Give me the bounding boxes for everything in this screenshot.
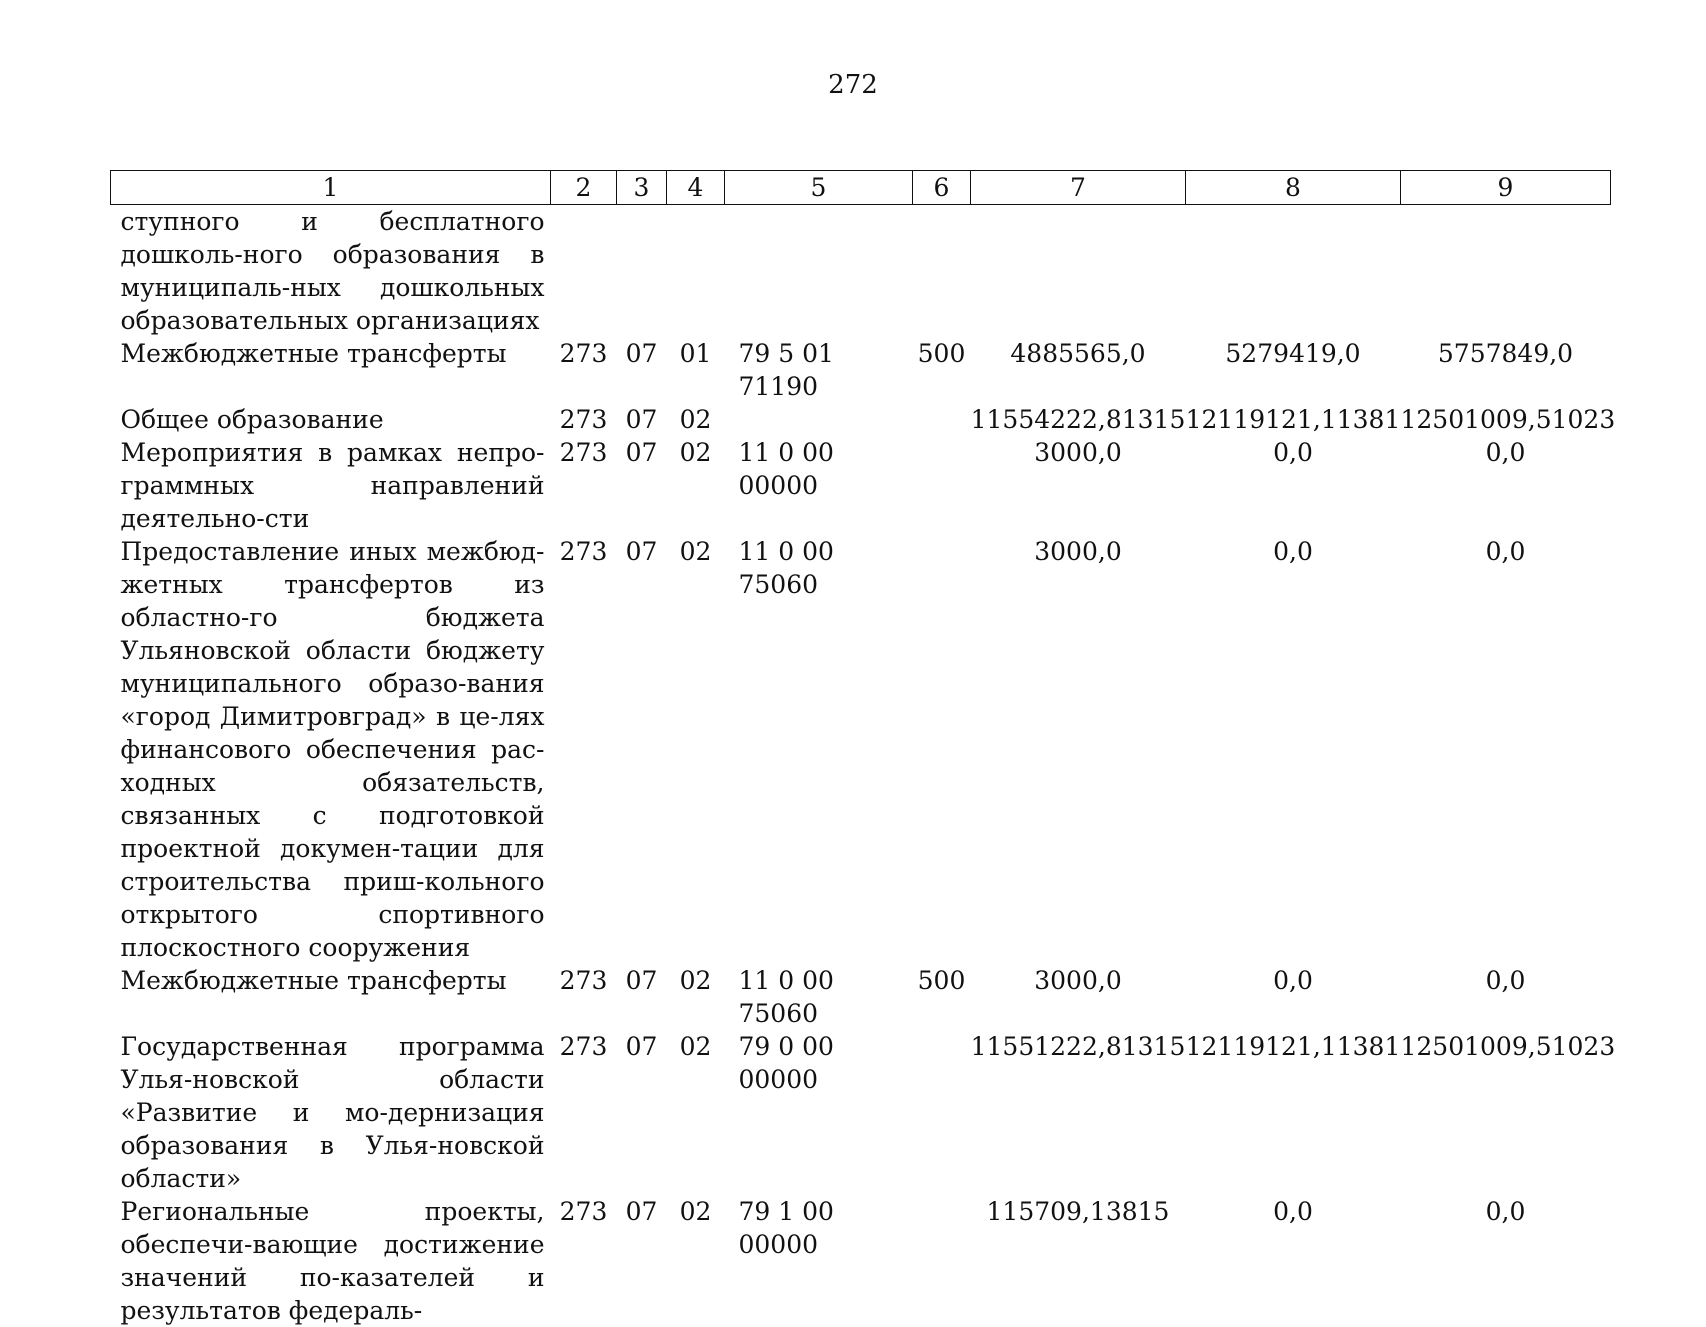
- cell-c9: 0,0: [1485, 537, 1526, 566]
- cell-c5: 11 0 00 75060: [738, 966, 834, 1028]
- cell-c8: 12119121,11381: [1185, 405, 1401, 434]
- cell-c6: 500: [917, 966, 966, 995]
- table-row: [111, 436, 1611, 535]
- cell-c7: 3000,0: [1034, 438, 1122, 467]
- cell-c7: [971, 205, 1186, 338]
- column-header-6: 6: [913, 171, 971, 205]
- cell-c5: 79 1 00 00000: [738, 1197, 834, 1259]
- cell-c6: [913, 1195, 971, 1327]
- row-name: Государственная программа Улья-новской области «Развитие и мо-дернизация образования в Улья-новской области»: [120, 1032, 545, 1193]
- cell-c8: [1186, 205, 1401, 338]
- column-header-5: 5: [725, 171, 913, 205]
- row-name: Мероприятия в рамках непро-граммных направлений деятельно-сти: [120, 438, 545, 533]
- cell-c3: 07: [625, 1197, 658, 1226]
- row-name: Межбюджетные трансферты: [120, 339, 507, 368]
- cell-c5: 11 0 00 00000: [738, 438, 834, 500]
- cell-c6: [913, 403, 971, 436]
- table-row: [111, 205, 1611, 338]
- cell-c4: 02: [679, 966, 712, 995]
- cell-c4: [667, 205, 725, 338]
- cell-c4: 02: [679, 1197, 712, 1226]
- cell-c3: 07: [625, 537, 658, 566]
- column-header-2: 2: [551, 171, 617, 205]
- cell-c9: 0,0: [1485, 966, 1526, 995]
- column-header-4: 4: [667, 171, 725, 205]
- cell-c8: 0,0: [1273, 1197, 1313, 1226]
- cell-c3: 07: [625, 438, 658, 467]
- cell-c6: [913, 535, 971, 964]
- cell-c9: 12501009,51023: [1400, 405, 1616, 434]
- row-name: Предоставление иных межбюд-жетных трансфертов из областно-го бюджета Ульяновской области бюджету муниципального образо-вания «город Димитровград» в це-лях финансового обеспечения рас-ходных обязательств, связанных с подготовкой проектной докумен-тации для строительства приш-кольного открытого спортивного плоскостного сооружения: [120, 537, 545, 962]
- cell-c2: [551, 205, 617, 338]
- cell-c7: 3000,0: [1034, 966, 1122, 995]
- table-row: [111, 964, 1611, 1030]
- cell-c4: 02: [679, 405, 712, 434]
- cell-c7: 11551222,81315: [970, 1032, 1186, 1061]
- cell-c7: 3000,0: [1034, 537, 1122, 566]
- row-name: Межбюджетные трансферты: [120, 966, 507, 995]
- cell-c3: 07: [625, 405, 658, 434]
- cell-c9: 5757849,0: [1437, 339, 1574, 368]
- cell-c8: 0,0: [1273, 438, 1313, 467]
- cell-c3: 07: [625, 1032, 658, 1061]
- table-row: [111, 1195, 1611, 1327]
- cell-c5: [725, 403, 913, 436]
- row-name: ступного и бесплатного дошколь-ного образования в муниципаль-ных дошкольных образовательных организациях: [120, 207, 545, 335]
- cell-c6: [913, 436, 971, 535]
- cell-c8: 0,0: [1273, 966, 1313, 995]
- cell-c3: [617, 205, 667, 338]
- cell-c4: 02: [679, 438, 712, 467]
- row-name: Региональные проекты, обеспечи-вающие достижение значений по-казателей и результатов федераль-: [120, 1197, 545, 1325]
- column-header-7: 7: [971, 171, 1186, 205]
- cell-c5: 79 5 01 71190: [738, 339, 834, 401]
- column-header-1: 1: [111, 171, 551, 205]
- cell-c8: 0,0: [1273, 537, 1313, 566]
- cell-c8: 5279419,0: [1225, 339, 1361, 368]
- cell-c5: 79 0 00 00000: [738, 1032, 834, 1094]
- cell-c6: [913, 1030, 971, 1195]
- column-header-3: 3: [617, 171, 667, 205]
- cell-c2: 273: [559, 537, 608, 566]
- cell-c9: 0,0: [1485, 1197, 1526, 1226]
- cell-c2: 273: [559, 438, 608, 467]
- cell-c5: 11 0 00 75060: [738, 537, 834, 599]
- table-row: [111, 535, 1611, 964]
- budget-table: [110, 170, 1616, 1327]
- table-row: [111, 337, 1611, 403]
- cell-c5: [725, 205, 913, 338]
- cell-c4: 01: [679, 339, 712, 368]
- cell-c4: 02: [679, 537, 712, 566]
- cell-c7: 4885565,0: [1010, 339, 1146, 368]
- table-row: [111, 1030, 1611, 1195]
- row-name: Общее образование: [120, 405, 384, 434]
- cell-c8: 12119121,11381: [1185, 1032, 1401, 1061]
- cell-c9: 0,0: [1485, 438, 1526, 467]
- cell-c4: 02: [679, 1032, 712, 1061]
- cell-c2: 273: [559, 1032, 608, 1061]
- cell-c6: [913, 205, 971, 338]
- cell-c3: 07: [625, 966, 658, 995]
- cell-c9: 12501009,51023: [1400, 1032, 1616, 1061]
- page-number: 272: [828, 70, 878, 100]
- cell-c6: 500: [917, 339, 966, 368]
- cell-c2: 273: [559, 1197, 608, 1226]
- table-row: [111, 403, 1611, 436]
- cell-c7: 115709,13815: [986, 1197, 1170, 1226]
- table-header-row: [111, 171, 1611, 205]
- cell-c7: 11554222,81315: [970, 405, 1186, 434]
- cell-c2: 273: [559, 966, 608, 995]
- cell-c2: 273: [559, 405, 608, 434]
- column-header-9: 9: [1401, 171, 1611, 205]
- cell-c2: 273: [559, 339, 608, 368]
- column-header-8: 8: [1186, 171, 1401, 205]
- cell-c3: 07: [625, 339, 658, 368]
- cell-c9: [1401, 205, 1611, 338]
